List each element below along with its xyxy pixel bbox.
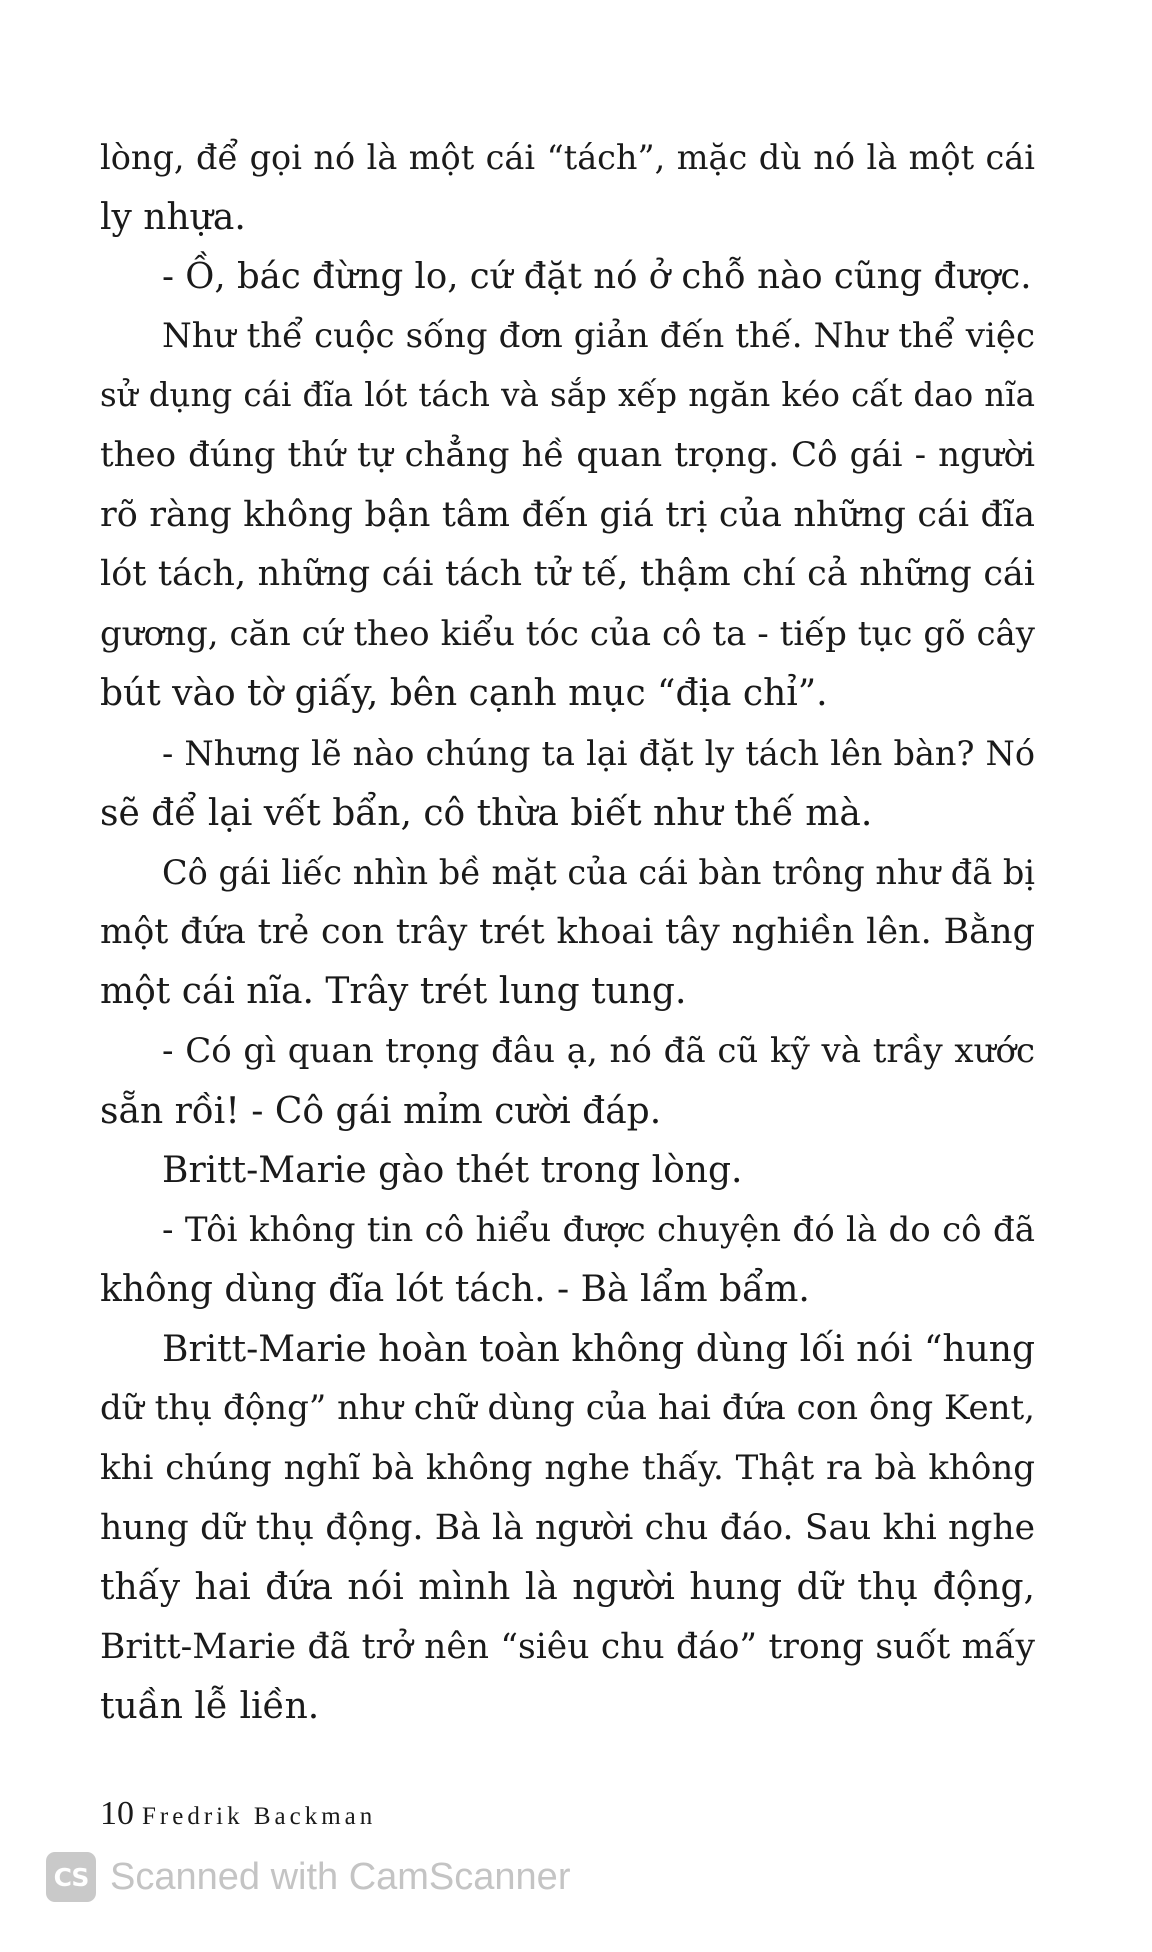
- text-line: một cái nĩa. Trây trét lung tung.: [100, 971, 687, 1013]
- text-line: theo đúng thứ tự chẳng hề quan trọng. Cô gái - người: [100, 434, 1035, 475]
- camscanner-logo-icon: CS: [46, 1852, 96, 1902]
- text-line: Britt-Marie gào thét trong lòng.: [162, 1150, 743, 1192]
- text-line: - Nhưng lẽ nào chúng ta lại đặt ly tách lên bàn? Nó: [162, 733, 1035, 773]
- text-line: Britt-Marie đã trở nên “siêu chu đáo” trong suốt mấy: [100, 1626, 1035, 1667]
- text-line: sử dụng cái đĩa lót tách và sắp xếp ngăn kéo cất dao nĩa: [100, 376, 1035, 415]
- text-line: một đứa trẻ con trây trét khoai tây nghiền lên. Bằng: [100, 911, 1035, 952]
- text-line: lót tách, những cái tách tử tế, thậm chí cả những cái: [100, 554, 1035, 595]
- text-line: - Có gì quan trọng đâu ạ, nó đã cũ kỹ và trầy xước: [162, 1030, 1035, 1071]
- text-line: sẵn rồi! - Cô gái mỉm cười đáp.: [100, 1090, 662, 1132]
- text-line: Cô gái liếc nhìn bề mặt của cái bàn trông như đã bị: [162, 853, 1035, 893]
- text-line: bút vào tờ giấy, bên cạnh mục “địa chỉ”.: [100, 673, 828, 715]
- camscanner-watermark: [46, 1848, 570, 1906]
- text-line: thấy hai đứa nói mình là người hung dữ thụ động,: [100, 1567, 1035, 1609]
- page-number: 10: [100, 1795, 134, 1832]
- text-line: hung dữ thụ động. Bà là người chu đáo. Sau khi nghe: [100, 1507, 1035, 1548]
- text-line: rõ ràng không bận tâm đến giá trị của những cái đĩa: [100, 494, 1035, 535]
- text-line: không dùng đĩa lót tách. - Bà lẩm bẩm.: [100, 1269, 810, 1311]
- text-line: - Ồ, bác đừng lo, cứ đặt nó ở chỗ nào cũng được.: [162, 256, 1032, 298]
- text-line: ly nhựa.: [100, 196, 246, 238]
- text-line: Như thể cuộc sống đơn giản đến thế. Như thể việc: [162, 315, 1035, 356]
- text-line: dữ thụ động” như chữ dùng của hai đứa con ông Kent,: [100, 1388, 1035, 1429]
- text-line: gương, căn cứ theo kiểu tóc của cô ta - tiếp tục gõ cây: [100, 613, 1035, 654]
- text-line: lòng, để gọi nó là một cái “tách”, mặc dù nó là một cái: [100, 138, 1035, 177]
- page-footer: [100, 1795, 376, 1833]
- text-line: - Tôi không tin cô hiểu được chuyện đó là do cô đã: [162, 1209, 1035, 1250]
- text-line: Britt-Marie hoàn toàn không dùng lối nói “hung: [162, 1328, 1035, 1370]
- text-line: khi chúng nghĩ bà không nghe thấy. Thật ra bà không: [100, 1448, 1035, 1489]
- text-line: sẽ để lại vết bẩn, cô thừa biết như thế mà.: [100, 792, 873, 834]
- body-text: [100, 128, 1035, 1737]
- text-line: tuần lễ liền.: [100, 1686, 320, 1728]
- author-name: Fredrik Backman: [142, 1803, 377, 1830]
- watermark-text: Scanned with CamScanner: [110, 1855, 571, 1898]
